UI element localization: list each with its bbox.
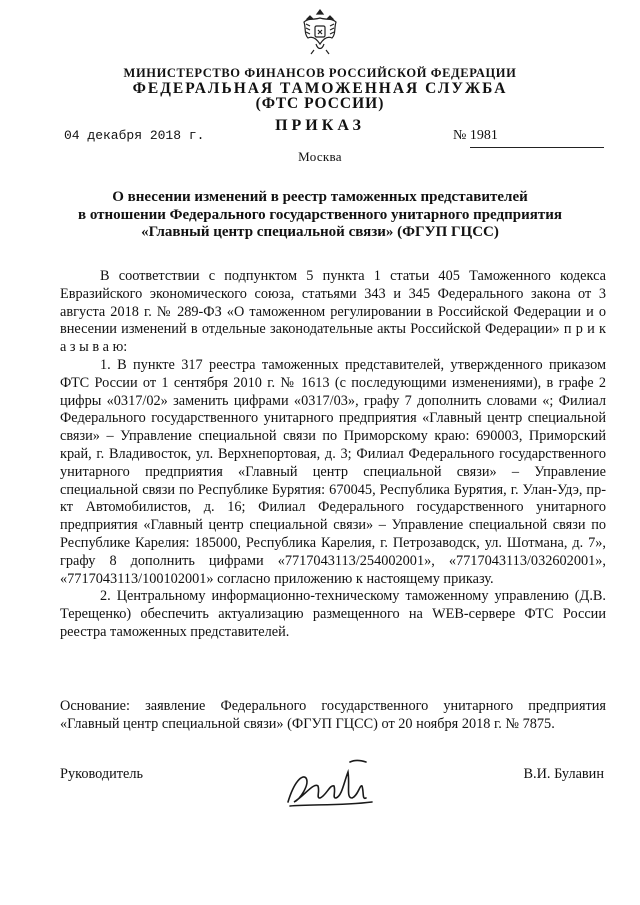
title-line-3: «Главный центр специальной связи» (ФГУП ГЦСС) <box>141 224 499 240</box>
title-line-2: в отношении Федерального государственного унитарного предприятия <box>78 206 562 223</box>
intro-paragraph: В соответствии с подпунктом 5 пункта 1 статьи 405 Таможенного кодекса Евразийского экономического союза, статьями 343 и 345 Федерального закона от 3 августа 2018 г. № 289-ФЗ «О таможенном регулировании в Российской Федерации и о внесении изменений в отдельные законодательные акты Российской Федерации» п р и к а з ы в а ю: <box>60 268 606 356</box>
signatory-name: В.И. Булавин <box>523 766 604 782</box>
service-name: ФЕДЕРАЛЬНАЯ ТАМОЖЕННАЯ СЛУЖБА <box>132 80 508 97</box>
signatory-role: Руководитель <box>60 766 144 782</box>
coat-of-arms-icon <box>300 6 340 58</box>
number-underline <box>470 147 604 148</box>
order-date: 04 декабря 2018 г. <box>64 128 205 143</box>
handwritten-signature <box>280 752 390 814</box>
item-2-paragraph: 2. Центральному информационно-техническому таможенному управлению (Д.В. Терещенко) обеспечить актуализацию размещенного на WEB-сервере ФТС России реестра таможенных представителей. <box>60 588 606 640</box>
city: Москва <box>298 149 342 164</box>
basis-block <box>60 698 606 734</box>
basis-paragraph: Основание: заявление Федерального государственного унитарного предприятия «Главный центр специальной связи» (ФГУП ГЦСС) от 20 ноября 2018 г. № 7875. <box>60 698 606 732</box>
order-title <box>0 189 640 242</box>
item-1-paragraph: 1. В пункте 317 реестра таможенных представителей, утвержденного приказом ФТС России от 1 сентября 2010 г. № 1613 (с последующими изменениями), в графе 2 цифры «0317/02» заменить цифрами «0317/03», графу 7 дополнить словами «; Филиал Федерального государственного унитарного предприятия «Главный центр специальной связи» – Управление специальной связи по Приморскому краю: 690003, Приморский край, г. Владивосток, ул. Верхнепортовая, д. 3; Филиал Федерального государственного унитарного предприятия «Главный центр специальной связи» – Управление специальной связи по Республике Бурятия: 670045, Республика Бурятия, г. Улан-Удэ, пр-кт Автомобилистов, д. 16; Филиал Федерального государственного унитарного предприятия «Главный центр специальной связи» – Управление специальной связи по Республике Карелия: 185000, Республика Карелия, г. Петрозаводск, ул. Шотмана, д. 7», графу 8 дополнить цифрами «7717043113/254002001», «7717043113/032602001», «7717043113/100102001» согласно приложению к настоящему приказу. <box>60 356 606 587</box>
service-short-name: (ФТС РОССИИ) <box>255 95 385 112</box>
ministry-name: МИНИСТЕРСТВО ФИНАНСОВ РОССИЙСКОЙ ФЕДЕРАЦИИ <box>123 66 517 80</box>
order-number: № 1981 <box>453 128 498 143</box>
document-type: ПРИКАЗ <box>275 117 365 134</box>
order-body <box>60 268 606 642</box>
title-line-1: О внесении изменений в реестр таможенных представителей <box>112 189 528 205</box>
